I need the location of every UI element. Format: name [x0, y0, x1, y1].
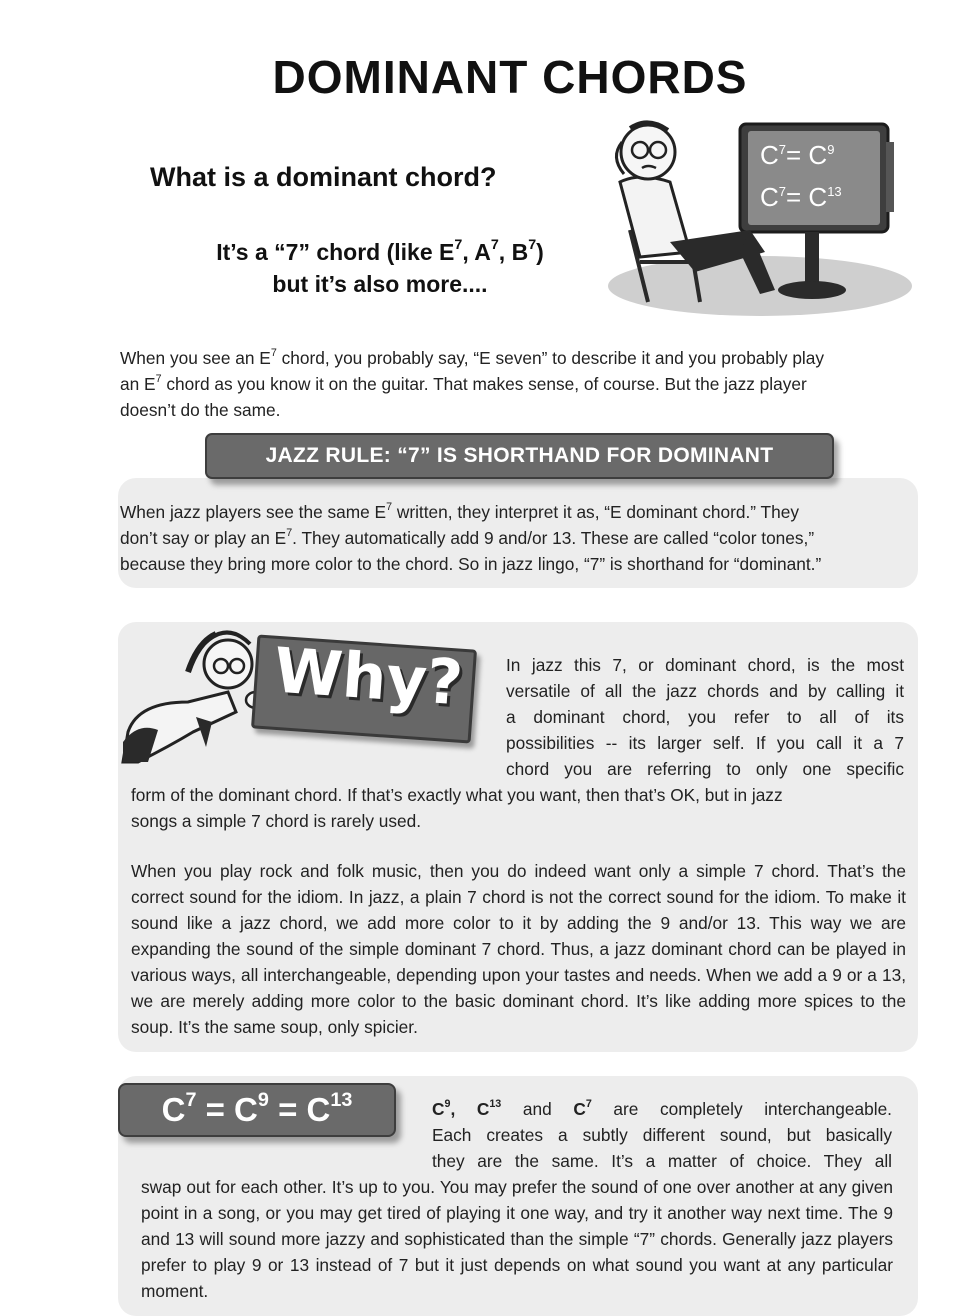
monitor-equation-1: $C^7= C^9$	[760, 140, 835, 170]
intro-paragraph: When you see an $E^7$ chord, you probably say, “E seven” to describe it and you probably play an $E^7$ chord as you know it on the guitar. That makes sense, of course. But the jazz player doesn’t do the same.	[120, 346, 825, 420]
subtitle: It’s a “7” chord (like $E^7$, $A^7$, $B^7$) but it’s also more....	[216, 237, 544, 297]
jazz-rule-paragraph: When jazz players see the same $E^7$ written, they interpret it as, “E dominant chord.” They don’t say or play an $E^7$. They automatically add 9 and/or 13. These are called “color tones,” because they bring more color to the chord. So in jazz lingo, “7” is shorthand for “dominant.”	[120, 500, 822, 574]
monitor-equation-2: $C^7= C^{13}$	[760, 182, 842, 212]
confused-man-illustration	[118, 622, 268, 767]
question-heading: What is a dominant chord?	[150, 162, 497, 192]
why-intro-lines: In jazz this 7, or dominant chord, is the most versatile of all the jazz chords and by calling it a dominant chord, you refer to all of its possibilities -- its larger self. If you call it a 7 chord you are referring to only one specific	[506, 655, 904, 779]
closing-intro-lines: $C^9$, $C^{13}$ and $C^7$ are completely interchangeable. Each creates a subtly different sound, but basically they are the same. It’s a matter of choice. They all	[432, 1097, 892, 1171]
thinking-man-computer-illustration	[600, 112, 920, 322]
jazz-rule-banner: JAZZ RULE: “7” IS SHORTHAND FOR DOMINANT	[205, 433, 834, 479]
chord-equation-box: $C^7 = C^9 = C^{13}$	[118, 1083, 396, 1137]
page-title: DOMINANT CHORDS	[272, 51, 748, 103]
why-paragraph-2: When you play rock and folk music, then you do indeed want only a simple 7 chord. That’s the correct sound for the idiom. In jazz, a plain 7 chord is not the correct sound for the idiom. To make it sound like a jazz chord, we add more color to it by adding the 9 and/or 13. This way we are expanding the sound of the simple dominant 7 chord. Thus, a jazz dominant chord can be played in various ways, all interchangeable, depending upon your tastes and needs. When we add a 9 or a 13, we are merely adding more color to the basic dominant chord. It’s like adding more spices to the soup. It’s the same soup, only spicier.	[131, 861, 906, 1037]
why-sign-text: Why?	[271, 633, 466, 720]
why-continued: form of the dominant chord. If that’s exactly what you want, then that’s OK, but in jazz songs a simple 7 chord is rarely used.	[131, 785, 783, 831]
closing-paragraph: swap out for each other. It’s up to you. You may prefer the sound of one over another at any given point in a song, or you may get tired of playing it one way, and try it another way next time. The 9 and 13 will sound more jazzy and sophisticated than the simple “7” chords. Generally jazz players prefer to play 9 or 13 instead of 7 but it just depends on what sound you want at any particular moment.	[141, 1177, 893, 1301]
